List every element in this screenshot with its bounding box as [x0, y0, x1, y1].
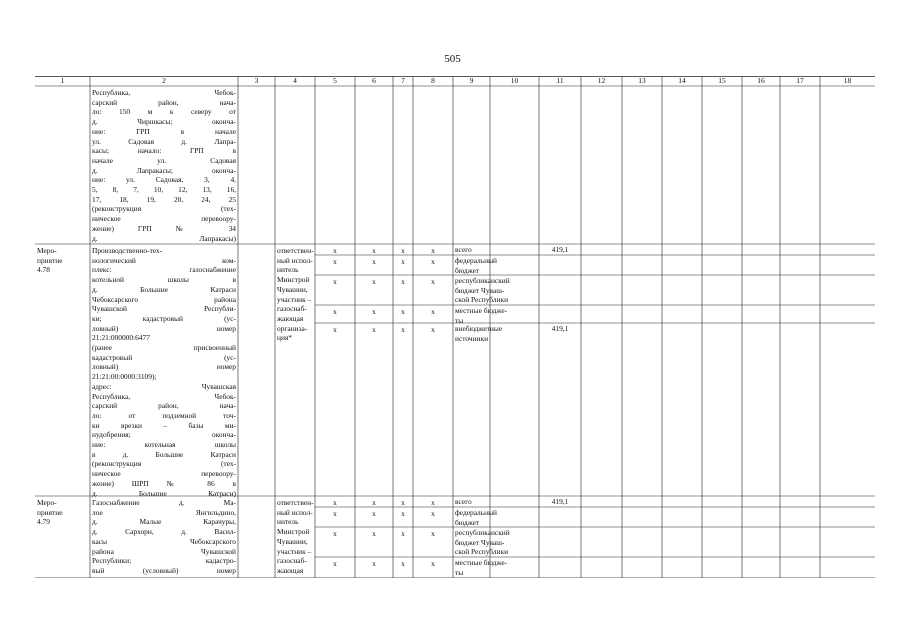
header-col-1: 1	[60, 76, 65, 85]
funding-source-line: республиканский	[455, 528, 510, 537]
funding-source-line: ты	[455, 315, 464, 325]
continuation-description-line: жение) ГРП № 34	[92, 223, 236, 233]
funding-source-line: бюджет Чуваш-	[455, 537, 505, 547]
header-col-8: 8	[431, 76, 435, 85]
event_479-row-1-mark: х	[431, 509, 435, 518]
event_478-description-line: д. Большие Катраси)	[92, 488, 236, 498]
event_478-description-line: (ранее присвоенный	[92, 343, 236, 353]
funding-source-line: республиканский	[455, 276, 510, 285]
header-col-10: 10	[510, 76, 519, 85]
funding-source-line: ской Республики	[455, 295, 509, 305]
funding-source-line: местные бюдже-	[455, 558, 508, 567]
event_478-description-line: ловный) номер	[92, 362, 236, 372]
continuation-description-line: сарский район, нача-	[92, 97, 236, 107]
header-col-16: 16	[757, 76, 765, 85]
event_478-description-line: Производственно-тех-	[92, 246, 163, 255]
event_478-executor-line: жающая	[277, 313, 304, 323]
event_479-row-3-mark: х	[372, 559, 376, 568]
header-col-7: 7	[401, 76, 405, 85]
event_478-description-line: плекс: газоснабжение	[92, 265, 236, 275]
event_479-executor	[275, 498, 315, 576]
continuation-description-line: ние: ул. Садовая, 3, 4,	[92, 175, 236, 185]
budget-table	[35, 76, 875, 578]
event_479-executor-line: нитель	[277, 517, 299, 527]
header-col-3: 3	[254, 76, 259, 85]
event_479-row-0-mark: х	[431, 498, 435, 507]
event_478-row-3-mark: х	[333, 307, 337, 316]
event_479-row-1-mark: х	[372, 509, 376, 518]
event_479-description-line: касы Чебоксарского	[92, 536, 236, 546]
event_479-description-line: района Чувашской	[92, 546, 236, 556]
event_478-description-line: в д. Большие Катраси	[92, 449, 236, 459]
event_478-description-line: сарский район, нача-	[92, 401, 236, 411]
event_479-row-2-mark: х	[401, 529, 405, 538]
event_478-description-line: нологический ком-	[92, 255, 236, 265]
event_478-description	[90, 246, 238, 498]
continuation-description-line: ул. Садовая д. Лапра-	[92, 136, 236, 146]
event_478-description-line: кадастровый (ус-	[92, 352, 236, 362]
funding-source-line: ской Республики	[455, 547, 509, 557]
header-col-9: 9	[469, 76, 474, 85]
event_478-row-0-source	[453, 245, 539, 255]
event_478-row-4-source	[453, 324, 539, 343]
event_478-label-line: 4.78	[37, 265, 50, 275]
event_478-description-line: жение) ШРП № 86 в	[92, 478, 236, 488]
event_479-description-line: вый (условный) номер	[92, 565, 236, 575]
funding-source-line: федеральный	[455, 256, 497, 265]
event_478-executor-line: организа-	[277, 323, 308, 333]
event_478-row-1-mark: х	[372, 257, 376, 266]
header-col-11: 11	[556, 76, 564, 85]
event_478-description-line: ние: котельная школы	[92, 440, 236, 450]
event_479-row-2-mark: х	[333, 529, 337, 538]
event_478-row-3-source	[453, 306, 539, 325]
funding-source-line: федеральный	[455, 508, 497, 517]
event_478-row-1-mark: х	[401, 257, 405, 266]
event_478-row-4-mark: х	[431, 325, 435, 334]
continuation-description-line: 5, 8, 7, 10, 12, 13, 16,	[92, 185, 236, 195]
event_478-description-line: адрес: Чувашская	[92, 381, 236, 391]
event_478-row-0-mark: х	[333, 246, 337, 255]
event_479-description-line: д. Сархорн, д. Васил-	[92, 527, 236, 537]
header-col-12: 12	[597, 76, 606, 85]
event_479-label-line: Меро-	[37, 498, 57, 507]
event_479-row-0-source	[453, 497, 539, 507]
event_478-row-0-mark: х	[372, 246, 376, 255]
continuation-description-line: касы; начало: ГРП в	[92, 146, 236, 156]
event_478-description-line: (реконструкция (тех-	[92, 459, 236, 469]
event_478-row-2-source	[453, 276, 539, 305]
event_479-description-line: Газоснабжение д. Ма-	[92, 498, 236, 507]
event_478-row-1-source	[453, 256, 539, 275]
event_478-row-0-mark: х	[431, 246, 435, 255]
continuation-description-line: д. Лапракасы; оконча-	[92, 165, 236, 175]
event_479-executor-line: участник –	[277, 546, 312, 556]
event_478-description-line: ловный) номер	[92, 323, 236, 333]
funding-source-line: внебюджетные	[455, 324, 503, 333]
event_478-description-line: Чебоксарского района	[92, 294, 236, 304]
event_478-description-line: 21:21:00:0000:3109);	[92, 372, 157, 382]
event_479-row-1-mark: х	[333, 509, 337, 518]
funding-source-line: бюджет	[455, 265, 480, 275]
event_478-executor-line: ный испол-	[277, 255, 313, 265]
continuation-description	[90, 88, 238, 243]
event_478-row-1-mark: х	[333, 257, 337, 266]
event_479-row-3-source	[453, 558, 539, 577]
continuation-description-line: д. Лапракасы)	[92, 233, 236, 243]
event_479-executor-line: газоснаб-	[277, 556, 307, 566]
event_479-label-line: 4.79	[37, 517, 50, 527]
event_478-executor-line: Чувашии,	[277, 284, 308, 294]
event_478-executor	[275, 246, 315, 343]
event_478-row-2-mark: х	[372, 277, 376, 286]
event_479-description	[90, 498, 238, 576]
event_478-executor-line: Минстрой	[277, 275, 310, 285]
event_478-executor-line: ответствен-	[277, 246, 314, 255]
event_478-row-3-mark: х	[401, 307, 405, 316]
event_478-label	[35, 246, 90, 275]
continuation-description-line: ние: ГРП в начале	[92, 126, 236, 136]
continuation-description-line: ническое перевоору-	[92, 214, 236, 224]
event_478-row-2-mark: х	[431, 277, 435, 286]
event_478-row-4-mark: х	[333, 325, 337, 334]
continuation-description-line: д. Чиршкасы; оконча-	[92, 117, 236, 127]
event_478-executor-line: участник –	[277, 294, 312, 304]
event_479-description-line: лое Янгильдино,	[92, 507, 236, 517]
event_479-row-2-mark: х	[372, 529, 376, 538]
event_478-row-2-mark: х	[401, 277, 405, 286]
event_479-label-line: приятие	[37, 507, 63, 517]
event_479-description-line: Республики; кадастро-	[92, 556, 236, 566]
event_479-row-2-mark: х	[431, 529, 435, 538]
event_478-description-line: Чувашской Республи-	[92, 304, 236, 314]
event_479-row-1-mark: х	[401, 509, 405, 518]
event_478-description-line: ки; кадастровый (ус-	[92, 313, 236, 323]
event_479-description-line: д. Малые Карачуры,	[92, 517, 236, 527]
event_478-description-line: 21:21:000000:6477	[92, 333, 150, 343]
header-col-17: 17	[796, 76, 804, 85]
event_478-row-3-mark: х	[431, 307, 435, 316]
event_478-description-line: Республика, Чебок-	[92, 391, 236, 401]
event_479-row-0-mark: х	[401, 498, 405, 507]
event_479-row-2-source	[453, 528, 539, 557]
event_479-label	[35, 498, 90, 527]
event_478-description-line: д. Большие Катраси	[92, 284, 236, 294]
event_478-executor-line: газоснаб-	[277, 304, 307, 314]
funding-source-line: всего	[455, 245, 472, 254]
event_478-row-4-mark: х	[401, 325, 405, 334]
event_478-row-0-mark: х	[401, 246, 405, 255]
header-col-5: 5	[333, 76, 337, 85]
event_478-executor-line: нитель	[277, 265, 299, 275]
header-col-6: 6	[372, 76, 376, 85]
event_478-row-4-mark: х	[372, 325, 376, 334]
event_479-executor-line: ответствен-	[277, 498, 314, 507]
header-col-2: 2	[162, 76, 166, 85]
event_479-row-0-value: 419,1	[551, 497, 569, 506]
event_478-description-line: ническое перевоору-	[92, 469, 236, 479]
funding-source-line: бюджет Чуваш-	[455, 285, 505, 295]
funding-source-line: местные бюдже-	[455, 306, 508, 315]
event_479-row-1-source	[453, 508, 539, 527]
header-col-14: 14	[678, 76, 686, 85]
continuation-description-line: 17, 18, 19, 20, 24, 25	[92, 194, 236, 204]
event_479-row-3-mark: х	[401, 559, 405, 568]
continuation-description-line: ло: 150 м к северу от	[92, 107, 236, 117]
funding-source-line: источники	[455, 333, 489, 343]
event_479-executor-line: ный испол-	[277, 507, 313, 517]
event_478-executor-line: ция*	[277, 333, 293, 343]
continuation-description-line: (реконструкция (тех-	[92, 204, 236, 214]
funding-source-line: бюджет	[455, 517, 480, 527]
header-col-13: 13	[638, 76, 646, 85]
event_479-executor-line: Чувашии,	[277, 536, 308, 546]
event_479-row-0-mark: х	[333, 498, 337, 507]
event_478-row-2-mark: х	[333, 277, 337, 286]
event_478-description-line: ки врезки – базы ми-	[92, 420, 236, 430]
header-col-4: 4	[293, 76, 297, 85]
event_478-row-1-mark: х	[431, 257, 435, 266]
header-col-15: 15	[718, 76, 726, 85]
event_479-row-3-mark: х	[333, 559, 337, 568]
event_478-label-line: Меро-	[37, 246, 57, 255]
page-number: 505	[444, 53, 461, 65]
funding-source-line: всего	[455, 497, 472, 506]
event_478-description-line: нудобрения; оконча-	[92, 430, 236, 440]
event_478-description-line: ло: от подземной точ-	[92, 410, 236, 420]
event_479-row-0-mark: х	[372, 498, 376, 507]
event_479-executor-line: жающая	[277, 565, 304, 575]
event_479-executor-line: Минстрой	[277, 527, 310, 537]
event_478-description-line: котельной школы в	[92, 275, 236, 285]
continuation-description-line: Республика, Чебок-	[92, 88, 236, 97]
event_478-row-0-value: 419,1	[551, 245, 569, 254]
event_478-label-line: приятие	[37, 255, 63, 265]
event_478-row-4-value: 419,1	[551, 324, 569, 333]
event_479-row-3-mark: х	[431, 559, 435, 568]
header-col-18: 18	[843, 76, 852, 85]
continuation-description-line: начале ул. Садовая	[92, 155, 236, 165]
funding-source-line: ты	[455, 567, 464, 577]
event_478-row-3-mark: х	[372, 307, 376, 316]
